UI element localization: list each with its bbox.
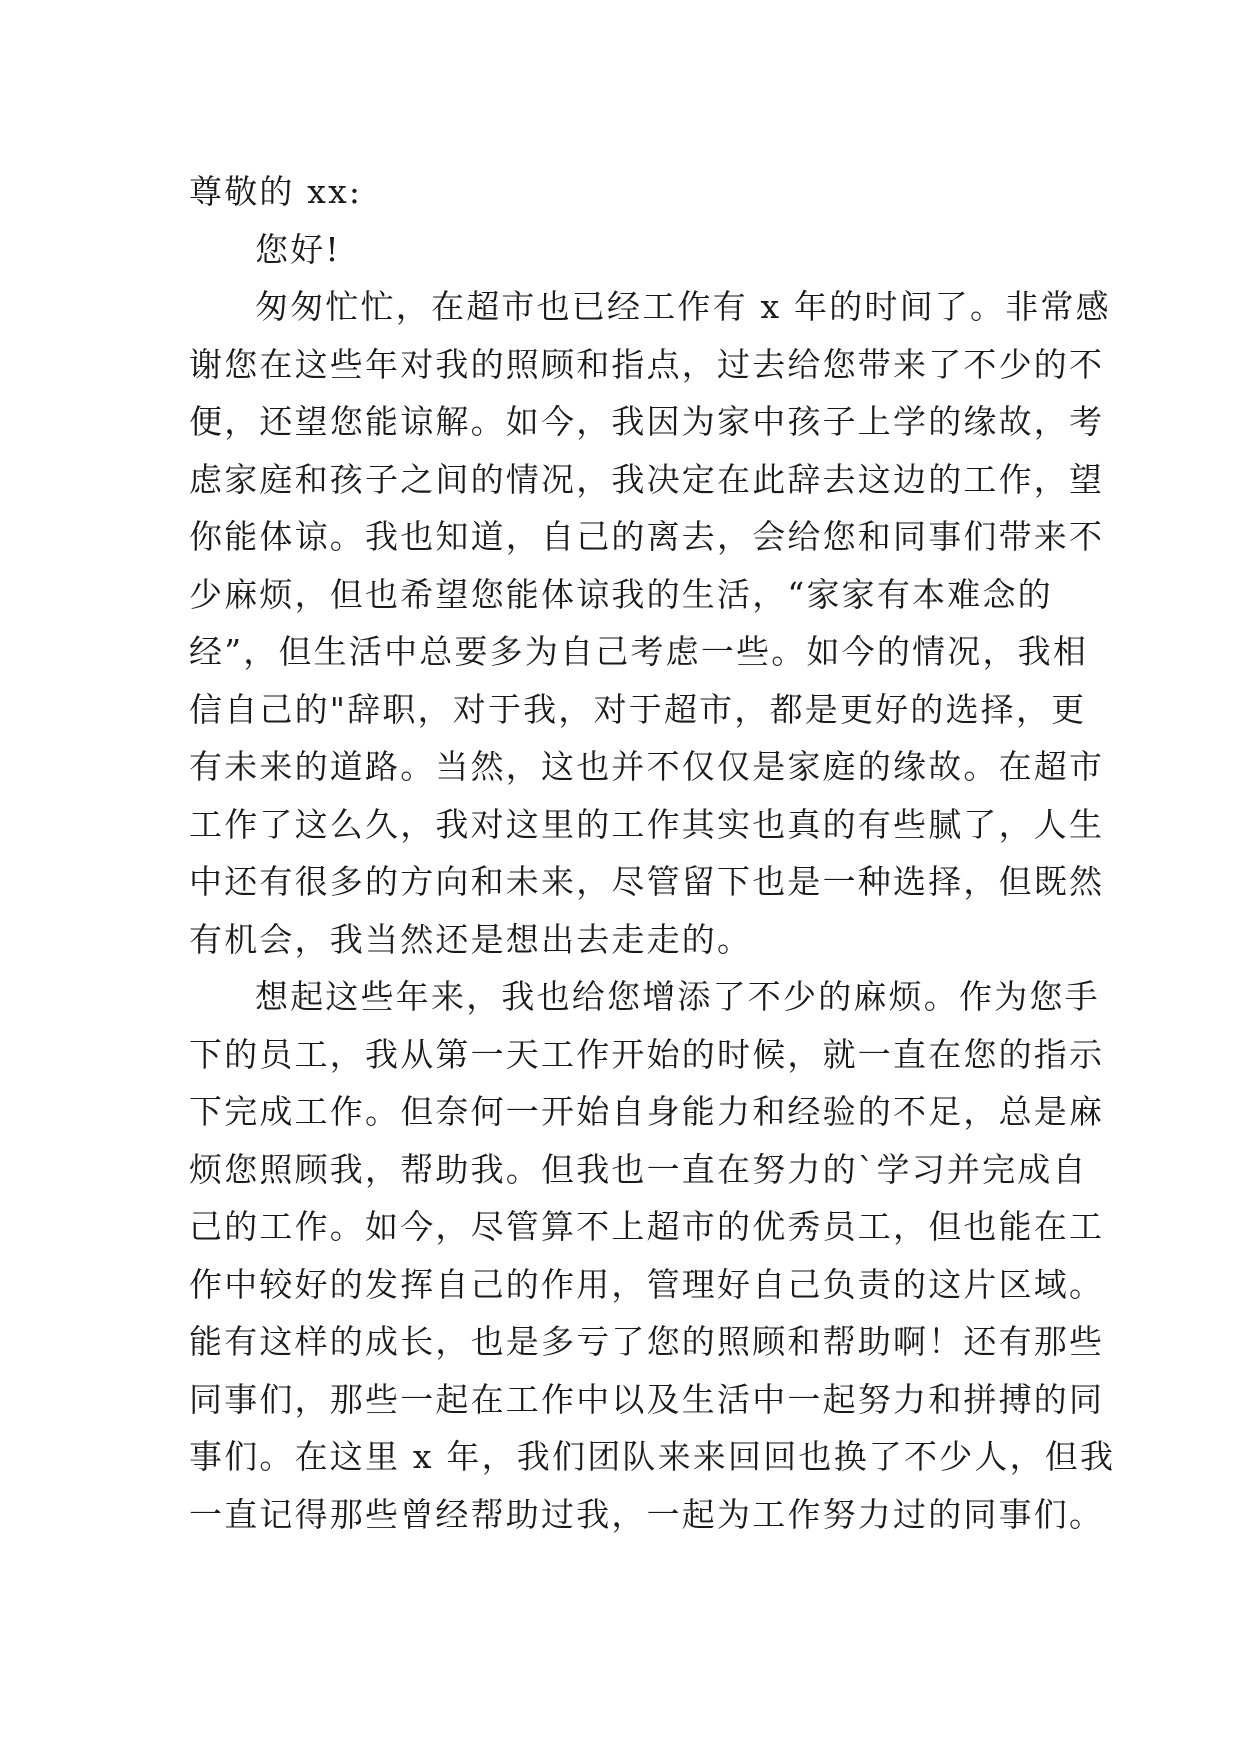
letter-body [189,163,1116,1543]
paragraph-line: 一直记得那些曾经帮助过我，一起为工作努力过的同事们。 [189,1494,1105,1534]
paragraph-line: 经”，但生活中总要多为自己考虑一些。如今的情况，我相 [189,632,1089,671]
paragraph-line: 事们。在这里 x 年，我们团队来来回回也换了不少人，但我 [189,1437,1116,1476]
paragraph-line: 匆匆忙忙，在超市也已经工作有 x 年的时间了。非常感 [255,287,1111,326]
paragraph-line: 烦您照顾我，帮助我。但我也一直在努力的`学习并完成自 [189,1149,1088,1189]
paragraph-line: 工作了这么久，我对这里的工作其实也真的有些腻了，人生 [189,804,1105,844]
salutation: 尊敬的 xx: [189,172,363,211]
paragraph-line: 谢您在这些年对我的照顾和指点，过去给您带来了不少的不 [189,344,1105,384]
paragraph-line: 能有这样的成长，也是多亏了您的照顾和帮助啊！还有那些 [189,1322,1105,1361]
paragraph-line: 有未来的道路。当然，这也并不仅仅是家庭的缘故。在超市 [189,747,1105,786]
paragraph-1 [189,278,1111,968]
paragraph-line: 下完成工作。但奈何一开始自身能力和经验的不足，总是麻 [189,1092,1105,1131]
paragraph-line: 便，还望您能谅解。如今，我因为家中孩子上学的缘故，考 [189,402,1105,441]
paragraph-line: 有机会，我当然还是想出去走走的。 [189,919,753,959]
paragraph-line: 少麻烦，但也希望您能体谅我的生活，“家家有本难念的 [189,574,1053,614]
paragraph-line: 虑家庭和孩子之间的情况，我决定在此辞去这边的工作，望 [189,459,1105,499]
paragraph-line: 同事们，那些一起在工作中以及生活中一起努力和拼搏的同 [189,1379,1105,1419]
paragraph-line: 信自己的"辞职，对于我，对于超市，都是更好的选择，更 [189,689,1087,729]
paragraph-line: 作中较好的发挥自己的作用，管理好自己负责的这片区域。 [189,1264,1105,1304]
paragraph-line: 你能体谅。我也知道，自己的离去，会给您和同事们带来不 [189,517,1105,556]
paragraph-2 [189,968,1116,1543]
greeting: 您好! [255,229,341,269]
paragraph-line: 想起这些年来，我也给您增添了不少的麻烦。作为您手 [255,977,1100,1016]
paragraph-line: 中还有很多的方向和未来，尽管留下也是一种选择，但既然 [189,862,1105,901]
paragraph-line: 己的工作。如今，尽管算不上超市的优秀员工，但也能在工 [189,1207,1105,1246]
paragraph-line: 下的员工，我从第一天工作开始的时候，就一直在您的指示 [189,1034,1105,1074]
